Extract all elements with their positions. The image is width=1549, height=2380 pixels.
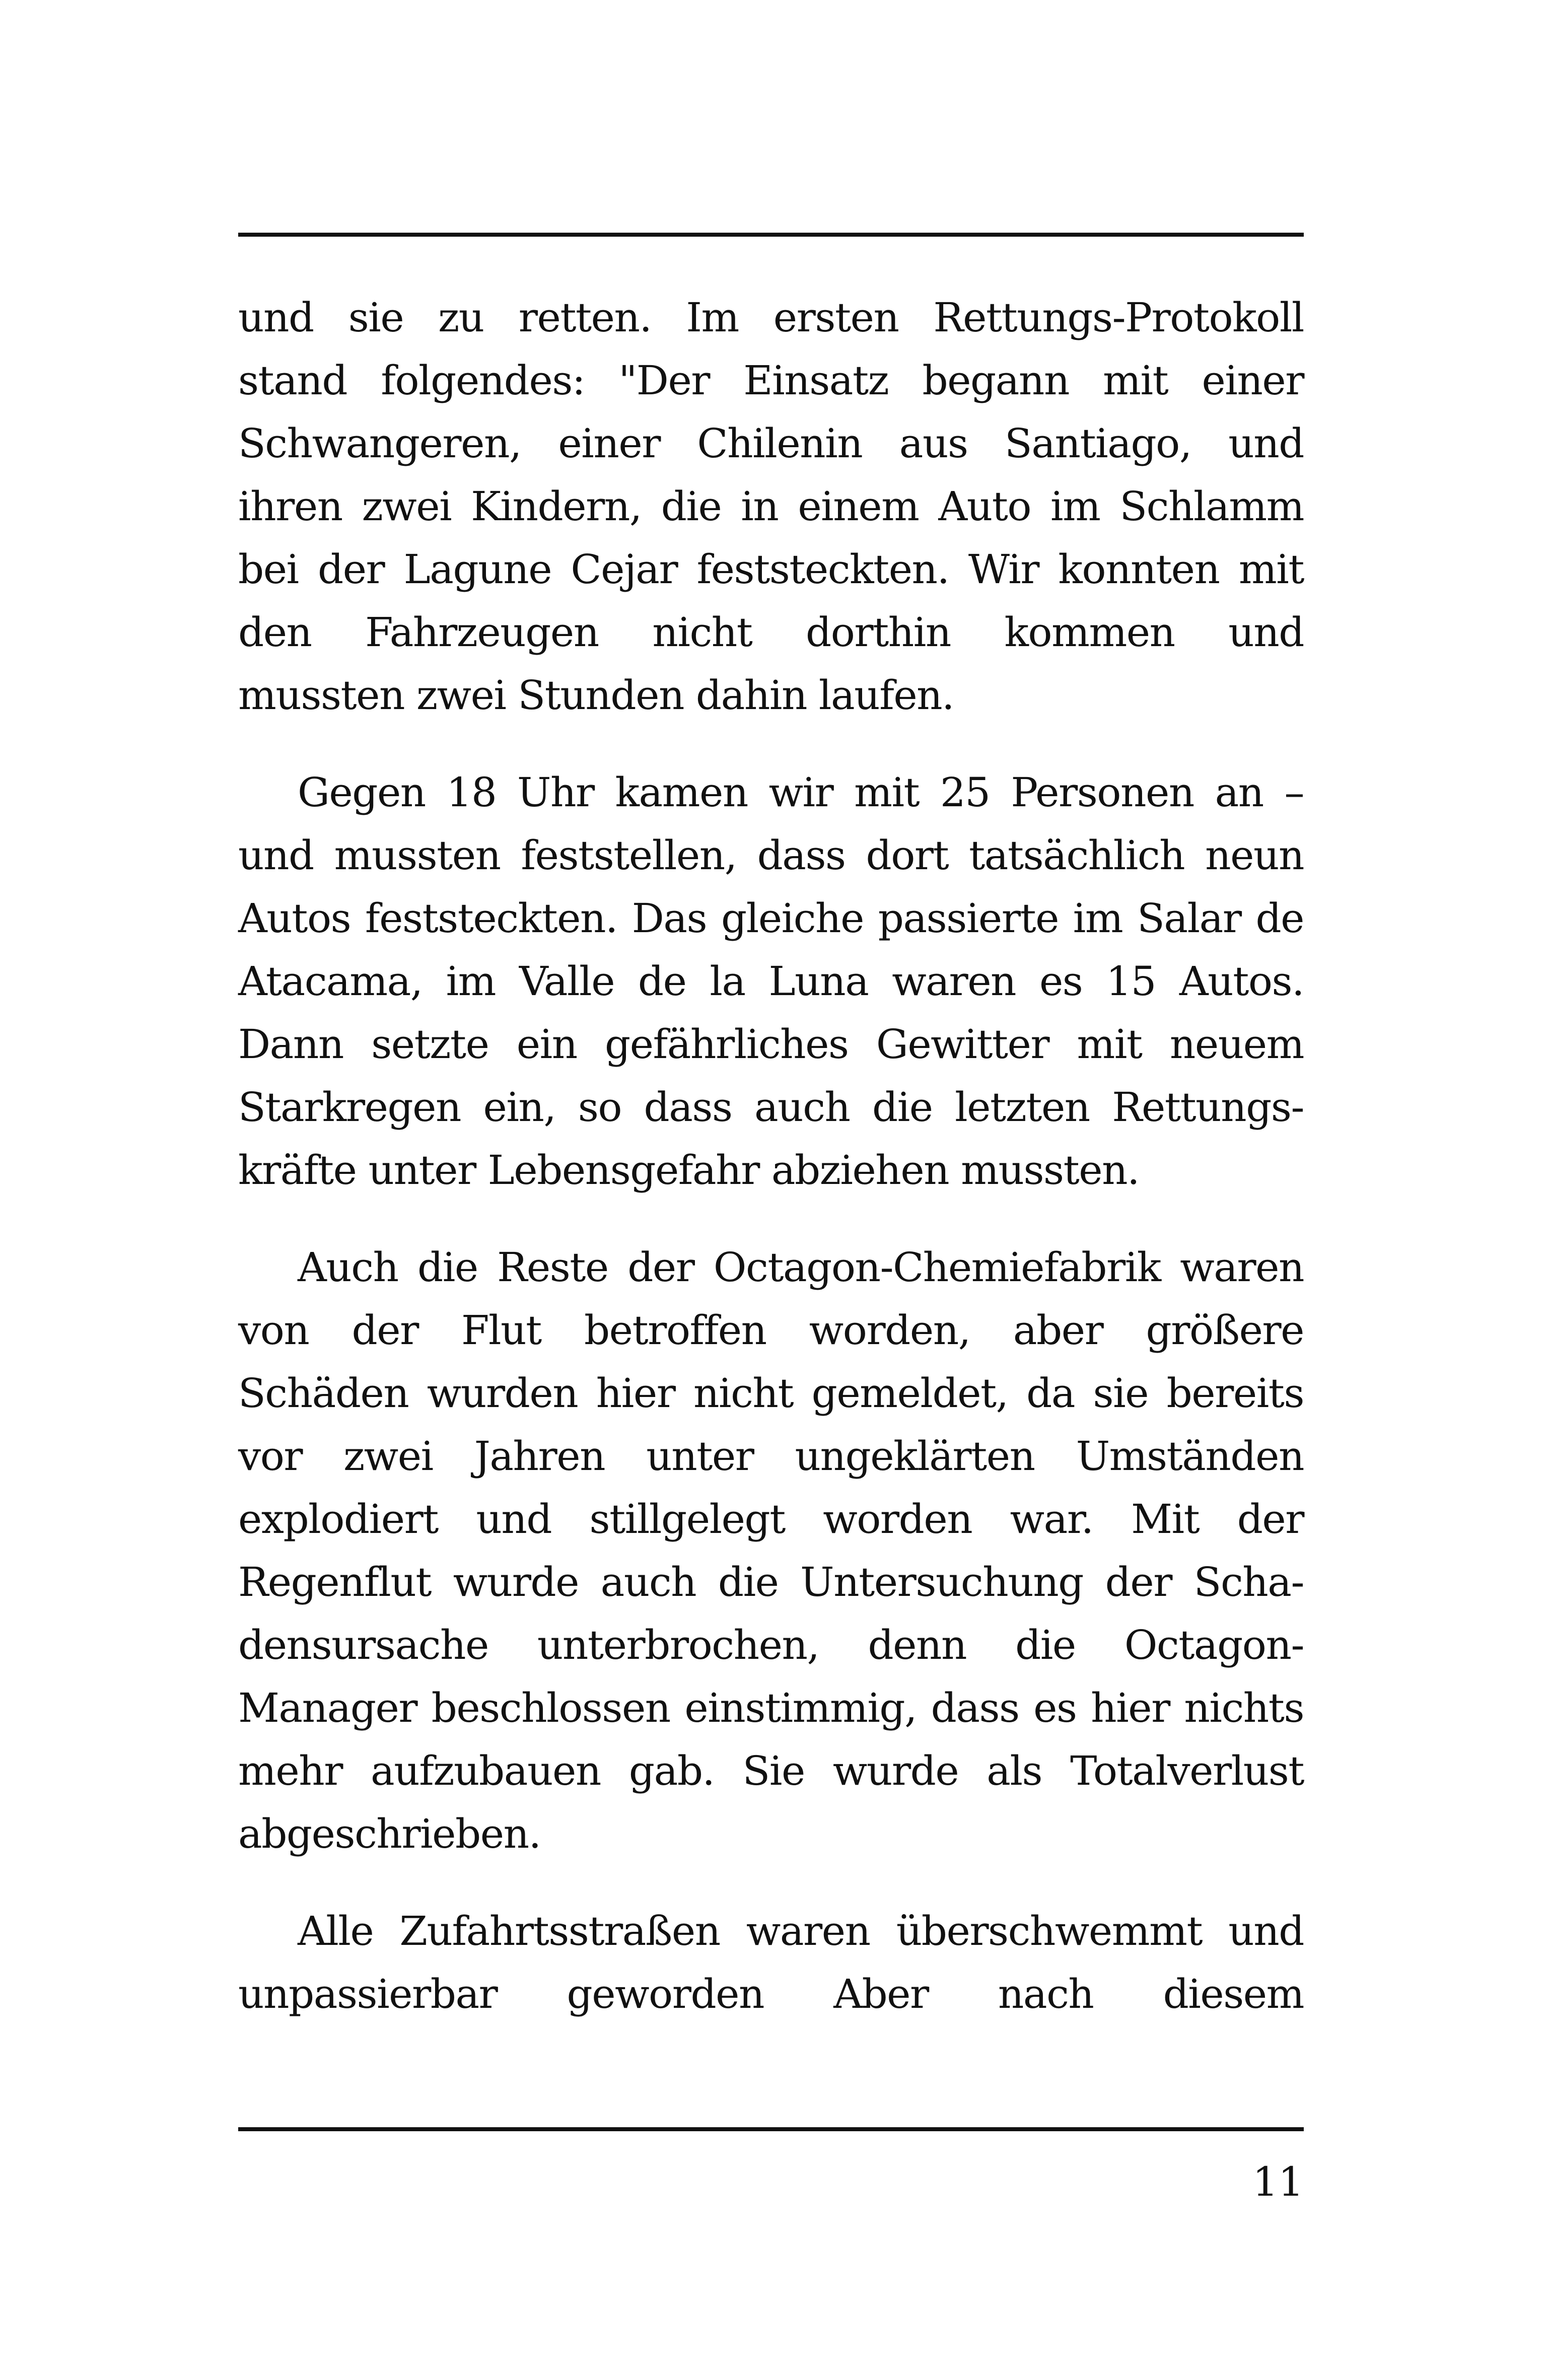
text-line: mehr aufzubauen gab. Sie wurde als Totalverlust (238, 1747, 1304, 1794)
text-line: den Fahrzeugen nicht dorthin kommen und (238, 609, 1304, 656)
text-line: von der Flut betroffen worden, aber größere (238, 1307, 1304, 1354)
text-line: vor zwei Jahren unter ungeklärten Umständen (238, 1433, 1304, 1480)
body-text (238, 286, 1304, 2060)
text-line: stand folgendes: "Der Einsatz begann mit einer (238, 357, 1304, 404)
text-line: densursache unterbrochen, denn die Octagon- (238, 1622, 1304, 1668)
paragraph-4 (238, 1900, 1304, 2025)
text-line: ihren zwei Kindern, die in einem Auto im Schlamm (238, 483, 1304, 530)
text-line: Gegen 18 Uhr kamen wir mit 25 Personen an – (298, 769, 1304, 816)
page-number: 11 (1252, 2158, 1304, 2205)
text-line: Schäden wurden hier nicht gemeldet, da sie bereits (238, 1370, 1304, 1417)
text-line: Autos feststeckten. Das gleiche passierte im Salar de (238, 895, 1304, 942)
paragraph-1 (238, 286, 1304, 727)
text-line: Regenflut wurde auch die Untersuchung der Scha- (238, 1559, 1304, 1605)
text-line: bei der Lagune Cejar feststeckten. Wir konnten mit (238, 546, 1304, 593)
text-line: und sie zu retten. Im ersten Rettungs-Protokoll (238, 294, 1304, 341)
text-line: Schwangeren, einer Chilenin aus Santiago, und (238, 420, 1304, 467)
text-line: unpassierbar geworden Aber nach diesem (238, 1971, 1304, 2017)
text-line: Dann setzte ein gefährliches Gewitter mit neuem (238, 1021, 1304, 1068)
text-line: Alle Zufahrtsstraßen waren überschwemmt und (298, 1908, 1304, 1954)
text-line: Manager beschlossen einstimmig, dass es hier nichts (238, 1685, 1304, 1731)
text-line: Starkregen ein, so dass auch die letzten Rettungs- (238, 1084, 1304, 1131)
paragraph-3 (238, 1236, 1304, 1865)
text-line: kräfte unter Lebensgefahr abziehen mussten. (238, 1147, 1140, 1194)
text-line: und mussten feststellen, dass dort tatsächlich neun (238, 832, 1304, 879)
text-line: mussten zwei Stunden dahin laufen. (238, 672, 954, 719)
text-line: Auch die Reste der Octagon-Chemiefabrik waren (298, 1244, 1304, 1291)
text-line: Atacama, im Valle de la Luna waren es 15 Autos. (238, 958, 1304, 1005)
header-rule (238, 233, 1304, 237)
text-line: explodiert und stillgelegt worden war. Mit der (238, 1496, 1304, 1543)
footer-rule (238, 2127, 1304, 2131)
text-line: abgeschrieben. (238, 1810, 541, 1857)
paragraph-2 (238, 761, 1304, 1202)
